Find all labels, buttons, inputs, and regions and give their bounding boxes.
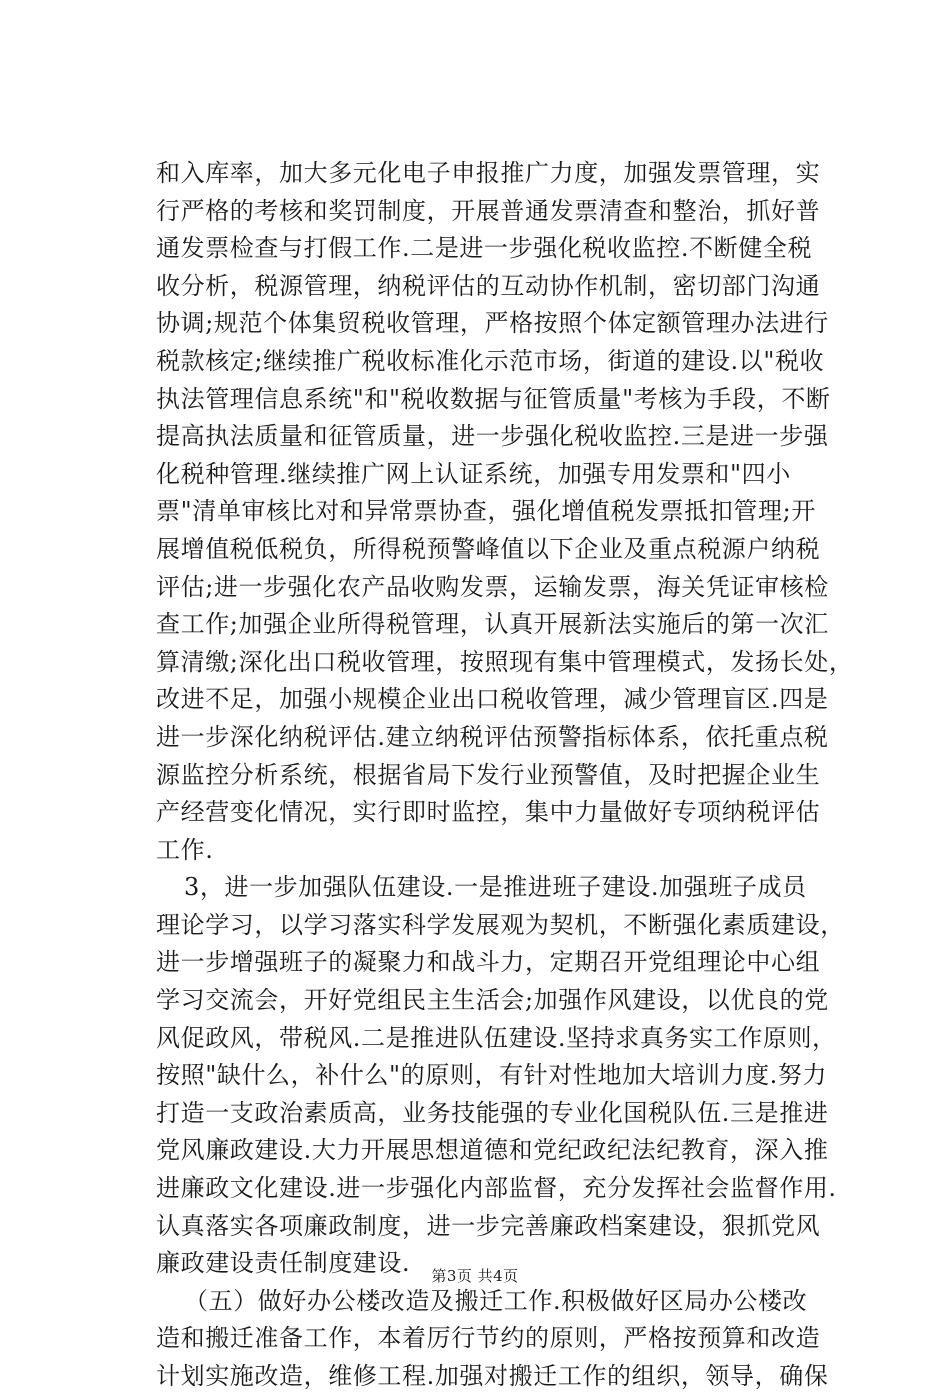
text-line: 理论学习，以学习落实科学发展观为契机，不断强化素质建设， bbox=[156, 910, 845, 939]
text-line: 提高执法质量和征管质量，进一步强化税收监控.三是进一步强 bbox=[156, 422, 829, 451]
text-line: 进一步增强班子的凝聚力和战斗力，定期召开党组理论中心组 bbox=[156, 948, 821, 977]
text-line: 造和搬迁准备工作，本着厉行节约的原则，严格按预算和改造 bbox=[156, 1324, 821, 1353]
text-line: 党风廉政建设.大力开展思想道德和党纪政纪法纪教育，深入推 bbox=[156, 1136, 829, 1165]
text-line: 票"清单审核比对和异常票协查，强化增值税发票抵扣管理;开 bbox=[156, 497, 816, 526]
text-line: 进廉政文化建设.进一步强化内部监督，充分发挥社会监督作用. bbox=[156, 1174, 837, 1203]
text-line: 进一步深化纳税评估.建立纳税评估预警指标体系，依托重点税 bbox=[156, 722, 829, 751]
text-line: 工作. bbox=[156, 835, 214, 864]
page-number-footer: 第3页 共4页 bbox=[431, 1267, 519, 1285]
text-line: 行严格的考核和奖罚制度，开展普通发票清查和整治，抓好普 bbox=[156, 196, 821, 225]
text-line: 算清缴;深化出口税收管理，按照现有集中管理模式，发扬长处， bbox=[156, 647, 854, 676]
text-line: 查工作;加强企业所得税管理，认真开展新法实施后的第一次汇 bbox=[156, 610, 829, 639]
text-line: 产经营变化情况，实行即时监控，集中力量做好专项纳税评估 bbox=[156, 798, 821, 827]
text-line: 3，进一步加强队伍建设.一是推进班子建设.加强班子成员 bbox=[184, 873, 807, 902]
text-line: 化税种管理.继续推广网上认证系统，加强专用发票和"四小 bbox=[156, 459, 791, 488]
text-line: 收分析，税源管理，纳税评估的互动协作机制，密切部门沟通 bbox=[156, 271, 821, 300]
text-line: 认真落实各项廉政制度，进一步完善廉政档案建设，狠抓党风 bbox=[156, 1211, 821, 1240]
body-text bbox=[156, 155, 854, 1396]
text-line: 通发票检查与打假工作.二是进一步强化税收监控.不断健全税 bbox=[156, 234, 813, 263]
paragraph-team-building bbox=[156, 869, 845, 1283]
text-line: 改进不足，加强小规模企业出口税收管理，减少管理盲区.四是 bbox=[156, 685, 829, 714]
paragraph-office-relocation bbox=[156, 1283, 832, 1396]
text-line: 展增值税低税负，所得税预警峰值以下企业及重点税源户纳税 bbox=[156, 534, 821, 563]
text-line: 风促政风，带税风.二是推进队伍建设.坚持求真务实工作原则， bbox=[156, 1023, 837, 1052]
paragraph-tax-monitoring bbox=[156, 155, 854, 869]
text-line: 学习交流会，开好党组民主生活会;加强作风建设，以优良的党 bbox=[156, 986, 829, 1015]
text-line: 执法管理信息系统"和"税收数据与征管质量"考核为手段，不断 bbox=[156, 384, 831, 413]
text-line: （五）做好办公楼改造及搬迁工作.积极做好区局办公楼改 bbox=[184, 1286, 808, 1315]
text-line: 协调;规范个体集贸税收管理，严格按照个体定额管理办法进行 bbox=[156, 309, 829, 338]
text-line: 评估;进一步强化农产品收购发票，运输发票，海关凭证审核检 bbox=[156, 572, 829, 601]
text-line: 按照"缺什么，补什么"的原则，有针对性地加大培训力度.努力 bbox=[156, 1061, 828, 1090]
text-line: 和入库率，加大多元化电子申报推广力度，加强发票管理，实 bbox=[156, 159, 821, 187]
text-line: 计划实施改造，维修工程.加强对搬迁工作的组织，领导，确保 bbox=[156, 1362, 829, 1390]
text-line: 打造一支政治素质高，业务技能强的专业化国税队伍.三是推进 bbox=[156, 1098, 829, 1127]
text-line: 源监控分析系统，根据省局下发行业预警值，及时把握企业生 bbox=[156, 760, 821, 789]
text-line: 税款核定;继续推广税收标准化示范市场，街道的建设.以"税收 bbox=[156, 346, 825, 375]
text-line: 廉政建设责任制度建设. bbox=[156, 1249, 411, 1278]
